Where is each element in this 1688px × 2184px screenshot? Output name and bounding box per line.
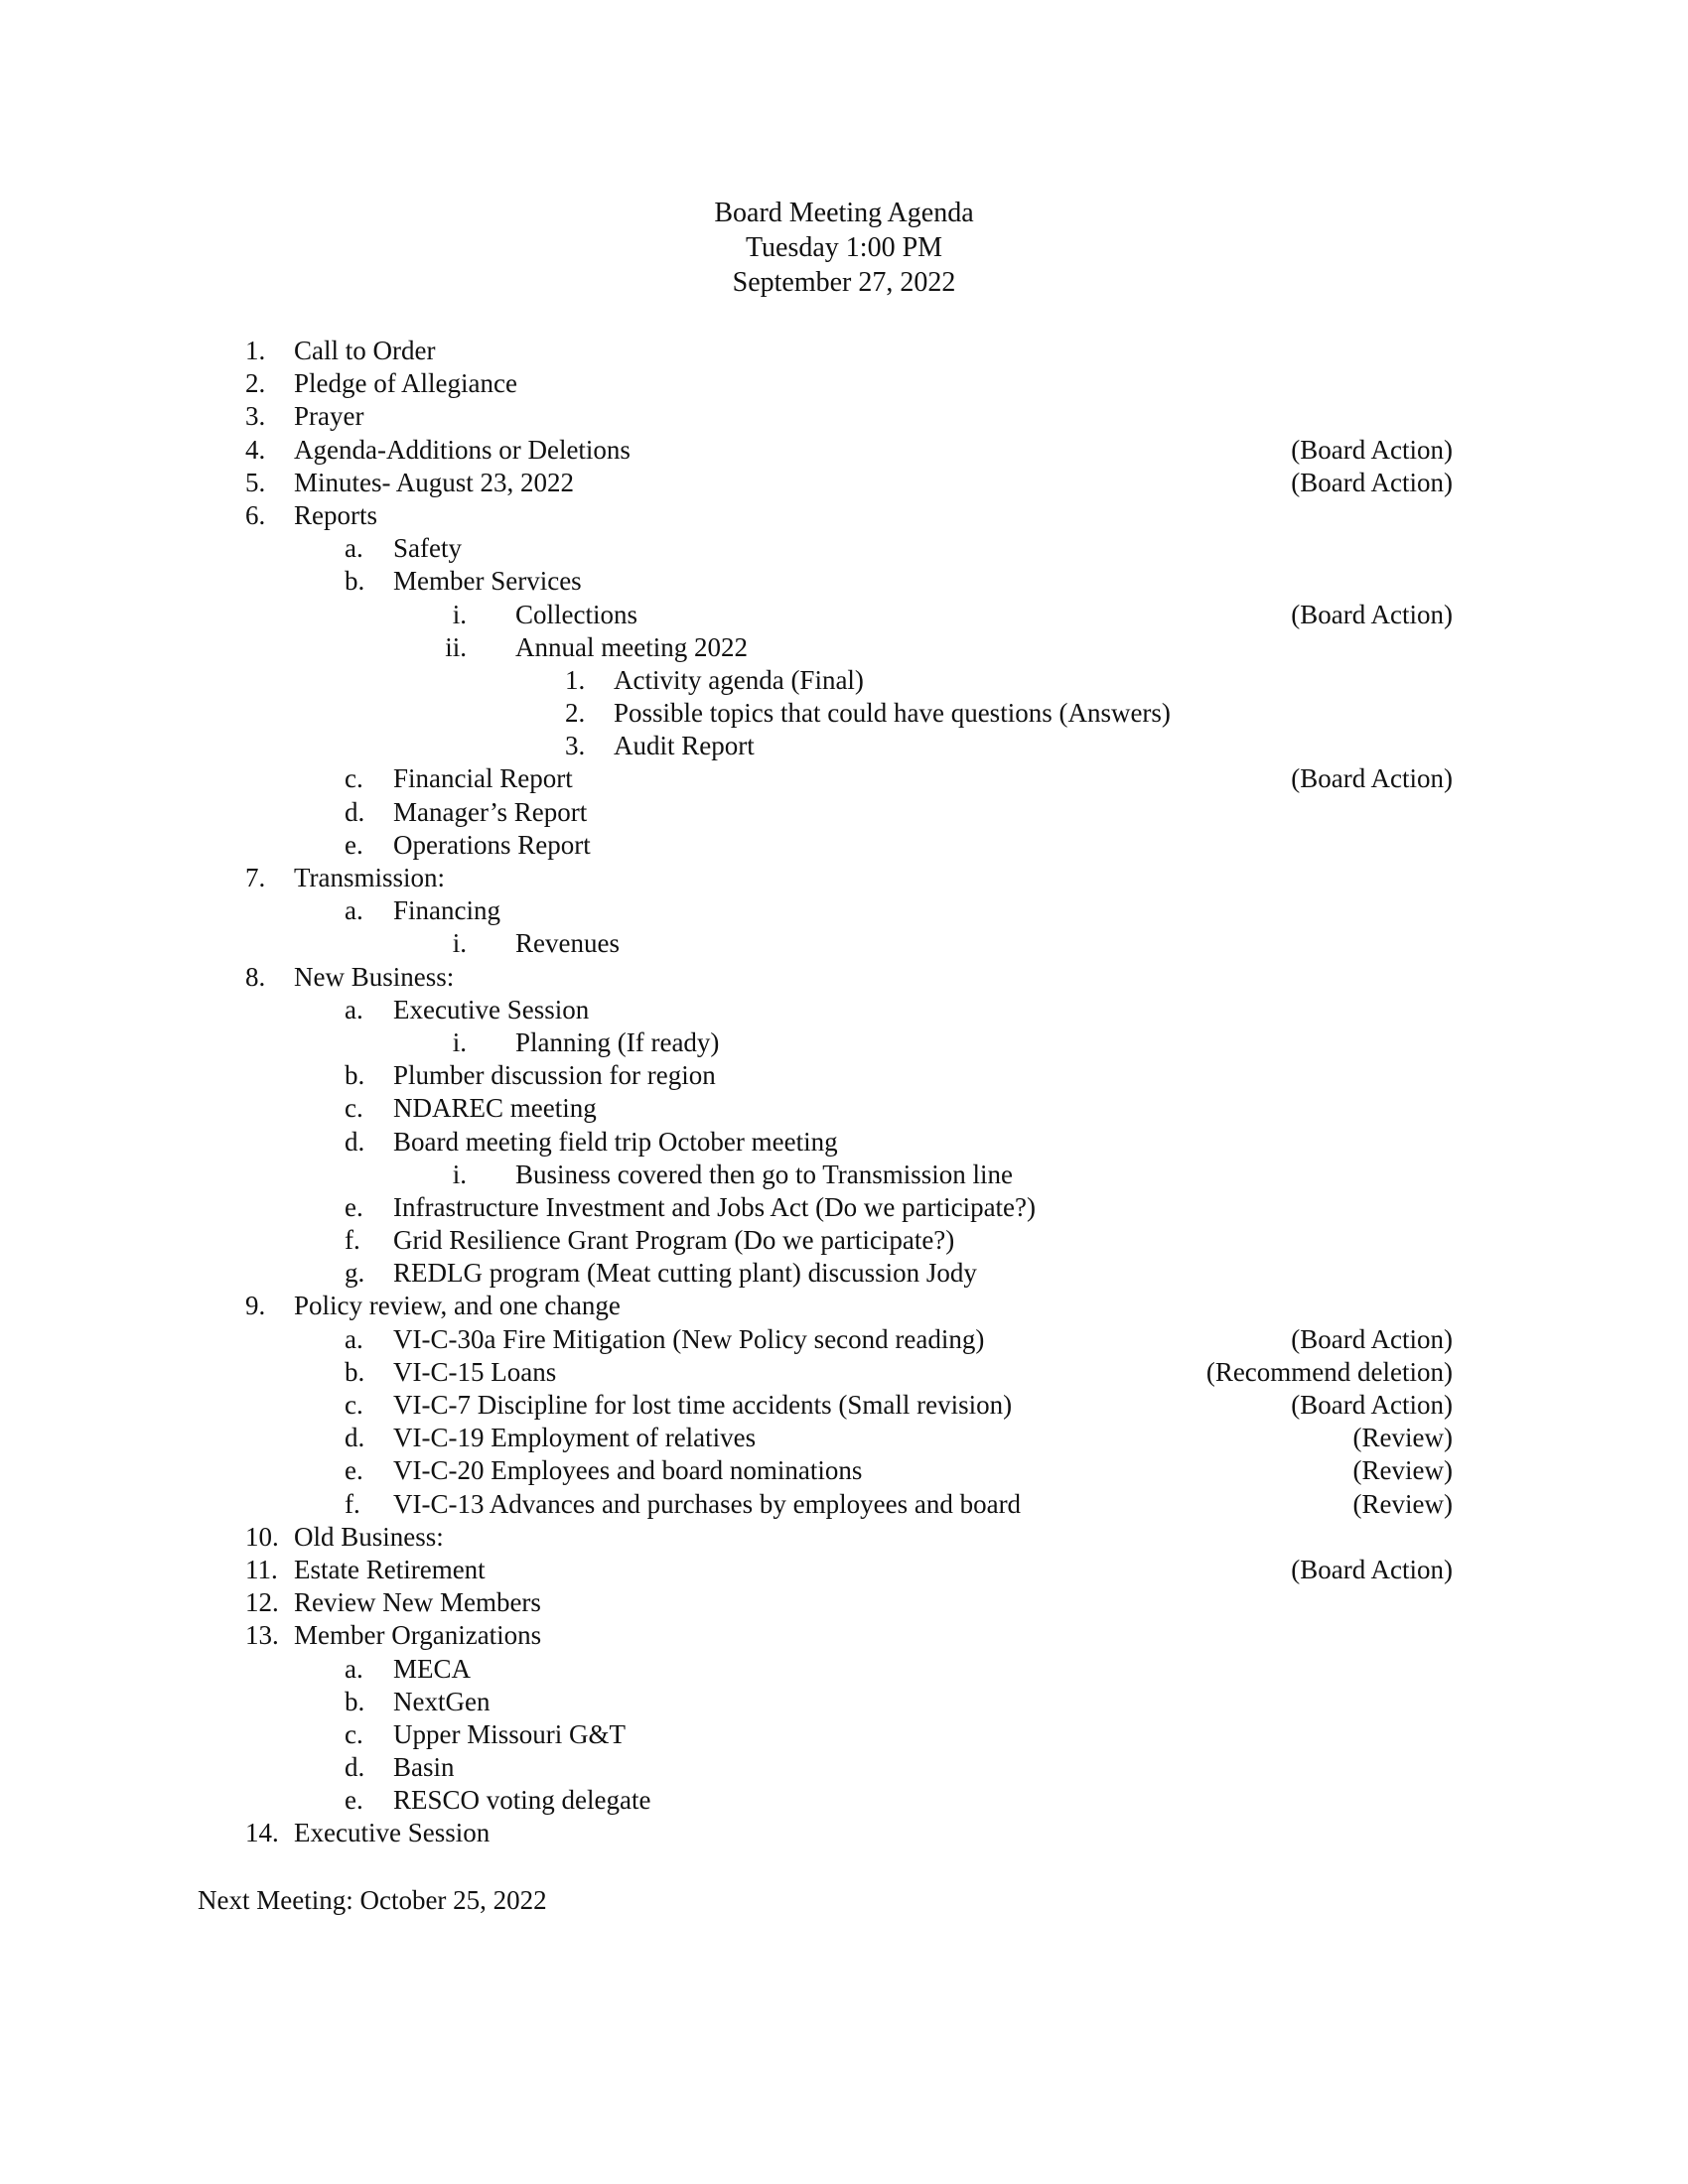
item-text: Executive Session	[294, 1818, 491, 1848]
item-text: VI-C-7 Discipline for lost time accidents (Small revision)	[393, 1390, 1013, 1420]
agenda-item	[0, 961, 1688, 994]
item-marker: e.	[345, 1191, 363, 1222]
agenda-item	[0, 1191, 1688, 1224]
item-text: Business covered then go to Transmission line	[515, 1159, 1013, 1189]
agenda-item	[0, 927, 1688, 960]
agenda-item	[0, 499, 1688, 532]
agenda-item	[0, 1751, 1688, 1784]
item-marker: 10.	[245, 1521, 279, 1552]
agenda-item	[0, 1619, 1688, 1652]
item-text: Activity agenda (Final)	[614, 664, 864, 695]
item-marker: 14.	[245, 1818, 279, 1848]
item-text: RESCO voting delegate	[393, 1785, 651, 1816]
item-text: VI-C-30a Fire Mitigation (New Policy second reading)	[393, 1323, 985, 1354]
item-text: REDLG program (Meat cutting plant) discussion Jody	[393, 1258, 977, 1289]
agenda-item	[0, 434, 1688, 467]
agenda-list	[0, 335, 1688, 1850]
agenda-item	[0, 1586, 1688, 1619]
agenda-item	[0, 1059, 1688, 1092]
item-action-note: (Review)	[1352, 1455, 1453, 1486]
agenda-item	[0, 335, 1688, 367]
item-marker: i.	[452, 1026, 467, 1057]
item-text: Prayer	[294, 401, 364, 432]
item-marker: 6.	[245, 499, 266, 530]
meeting-time: Tuesday 1:00 PM	[745, 232, 943, 263]
item-marker: c.	[345, 1093, 363, 1124]
item-marker: 2.	[565, 698, 586, 729]
item-text: Minutes- August 23, 2022	[294, 467, 575, 497]
item-marker: a.	[345, 994, 363, 1024]
item-text: Policy review, and one change	[294, 1291, 621, 1321]
item-marker: f.	[345, 1225, 360, 1256]
agenda-item	[0, 599, 1688, 631]
item-text: Audit Report	[614, 731, 755, 761]
item-marker: a.	[345, 1323, 363, 1354]
item-marker: d.	[345, 1752, 365, 1783]
item-action-note: (Review)	[1352, 1423, 1453, 1453]
agenda-item	[0, 1159, 1688, 1191]
item-action-note: (Review)	[1352, 1488, 1453, 1519]
item-marker: i.	[452, 1159, 467, 1189]
item-marker: c.	[345, 763, 363, 794]
agenda-item	[0, 1126, 1688, 1159]
item-marker: 13.	[245, 1620, 279, 1651]
item-marker: 5.	[245, 467, 266, 497]
item-marker: e.	[345, 829, 363, 860]
item-text: VI-C-15 Loans	[393, 1356, 557, 1387]
item-marker: d.	[345, 1126, 365, 1157]
agenda-item	[0, 796, 1688, 829]
item-text: Grid Resilience Grant Program (Do we participate?)	[393, 1225, 955, 1256]
item-marker: i.	[452, 928, 467, 959]
item-action-note: (Board Action)	[1291, 434, 1453, 465]
item-marker: 8.	[245, 961, 266, 992]
item-text: MECA	[393, 1653, 472, 1684]
agenda-item	[0, 1488, 1688, 1521]
agenda-item	[0, 532, 1688, 565]
item-marker: b.	[345, 566, 365, 597]
item-text: Safety	[393, 533, 462, 564]
agenda-item	[0, 1454, 1688, 1487]
item-text: Review New Members	[294, 1587, 541, 1618]
item-marker: 3.	[565, 731, 586, 761]
item-marker: e.	[345, 1455, 363, 1486]
item-text: Call to Order	[294, 336, 436, 365]
item-action-note: (Board Action)	[1291, 599, 1453, 629]
item-text: Plumber discussion for region	[393, 1060, 716, 1091]
item-text: Agenda-Additions or Deletions	[294, 434, 631, 465]
item-marker: i.	[452, 599, 467, 629]
item-marker: f.	[345, 1488, 360, 1519]
agenda-item	[0, 1389, 1688, 1422]
agenda-item	[0, 1224, 1688, 1257]
agenda-item	[0, 894, 1688, 927]
agenda-item	[0, 467, 1688, 499]
agenda-item	[0, 1817, 1688, 1849]
agenda-item	[0, 565, 1688, 598]
agenda-item	[0, 1092, 1688, 1125]
item-marker: 1.	[565, 664, 586, 695]
item-marker: d.	[345, 796, 365, 827]
item-marker: 12.	[245, 1587, 279, 1618]
agenda-item	[0, 631, 1688, 664]
agenda-item	[0, 367, 1688, 400]
agenda-item	[0, 1686, 1688, 1718]
agenda-item	[0, 994, 1688, 1026]
item-text: VI-C-19 Employment of relatives	[393, 1423, 757, 1453]
item-marker: e.	[345, 1785, 363, 1816]
agenda-item	[0, 1718, 1688, 1751]
item-text: Collections	[515, 599, 637, 629]
agenda-item	[0, 1026, 1688, 1059]
item-marker: a.	[345, 1653, 363, 1684]
item-marker: 2.	[245, 368, 266, 399]
agenda-item	[0, 664, 1688, 697]
item-action-note: (Recommend deletion)	[1205, 1356, 1453, 1387]
item-text: Annual meeting 2022	[515, 631, 748, 662]
item-text: Upper Missouri G&T	[393, 1718, 626, 1749]
item-text: Executive Session	[393, 994, 590, 1024]
agenda-item	[0, 1784, 1688, 1817]
document-title: Board Meeting Agenda	[714, 198, 974, 228]
agenda-item	[0, 730, 1688, 762]
item-action-note: (Board Action)	[1291, 763, 1453, 794]
item-marker: d.	[345, 1423, 365, 1453]
item-text: Financing	[393, 895, 500, 926]
item-text: Estate Retirement	[294, 1554, 486, 1584]
agenda-item	[0, 1356, 1688, 1389]
item-text: Planning (If ready)	[515, 1026, 720, 1057]
item-marker: c.	[345, 1718, 363, 1749]
item-text: Financial Report	[393, 763, 573, 794]
item-text: Member Services	[393, 566, 582, 597]
item-text: Operations Report	[393, 829, 591, 860]
agenda-item	[0, 762, 1688, 795]
item-marker: 11.	[245, 1554, 278, 1584]
item-marker: g.	[345, 1258, 365, 1289]
item-text: Old Business:	[294, 1521, 444, 1552]
agenda-item	[0, 1257, 1688, 1290]
agenda-item	[0, 1323, 1688, 1356]
item-marker: 9.	[245, 1291, 266, 1321]
item-marker: b.	[345, 1356, 365, 1387]
item-text: Manager’s Report	[393, 796, 588, 827]
item-marker: a.	[345, 533, 363, 564]
item-marker: b.	[345, 1060, 365, 1091]
item-marker: 4.	[245, 434, 266, 465]
agenda-item	[0, 862, 1688, 894]
agenda-item	[0, 1290, 1688, 1322]
item-text: Possible topics that could have questions (Answers)	[614, 698, 1171, 729]
item-text: Revenues	[515, 928, 620, 959]
item-marker: 1.	[245, 336, 266, 365]
meeting-date: September 27, 2022	[732, 267, 956, 298]
item-action-note: (Board Action)	[1291, 1323, 1453, 1354]
next-meeting: Next Meeting: October 25, 2022	[198, 1885, 547, 1915]
item-marker: c.	[345, 1390, 363, 1420]
item-text: Infrastructure Investment and Jobs Act (Do we participate?)	[393, 1191, 1037, 1222]
agenda-item	[0, 829, 1688, 862]
agenda-item	[0, 1653, 1688, 1686]
agenda-item	[0, 1521, 1688, 1554]
item-marker: ii.	[445, 631, 467, 662]
item-marker: 3.	[245, 401, 266, 432]
agenda-item	[0, 1554, 1688, 1586]
item-text: Reports	[294, 499, 377, 530]
item-text: NextGen	[393, 1686, 491, 1716]
agenda-item	[0, 400, 1688, 433]
agenda-item	[0, 1422, 1688, 1454]
item-marker: a.	[345, 895, 363, 926]
item-marker: 7.	[245, 863, 266, 892]
item-action-note: (Board Action)	[1291, 1390, 1453, 1420]
item-text: Pledge of Allegiance	[294, 368, 517, 399]
item-text: VI-C-20 Employees and board nominations	[393, 1455, 863, 1486]
agenda-item	[0, 697, 1688, 730]
item-action-note: (Board Action)	[1291, 1554, 1453, 1584]
item-action-note: (Board Action)	[1291, 467, 1453, 497]
item-text: Board meeting field trip October meeting	[393, 1126, 838, 1157]
item-text: Basin	[393, 1752, 455, 1783]
item-marker: b.	[345, 1686, 365, 1716]
item-text: Transmission:	[294, 863, 446, 892]
item-text: VI-C-13 Advances and purchases by employees and board	[393, 1488, 1022, 1519]
item-text: NDAREC meeting	[393, 1093, 597, 1124]
item-text: New Business:	[294, 961, 455, 992]
item-text: Member Organizations	[294, 1620, 542, 1651]
